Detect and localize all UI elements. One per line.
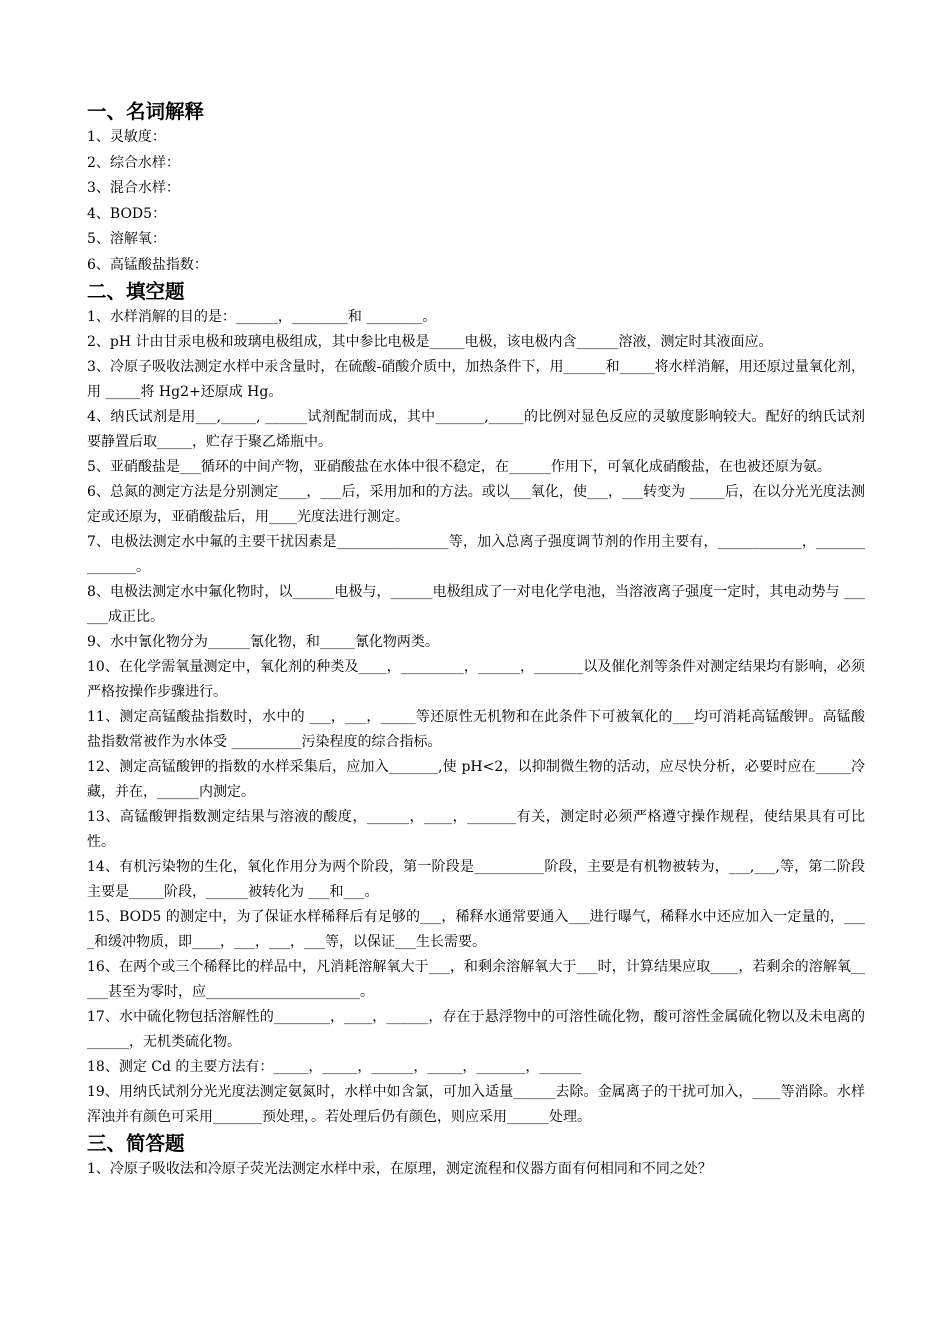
document-page	[87, 98, 865, 1182]
term-item: 4、BOD5：	[87, 205, 167, 222]
fill-question: 1、水样消解的目的是：______，________和 ________。	[87, 309, 437, 325]
term-list	[87, 125, 865, 278]
fill-question: 18、测定 Cd 的主要方法有：_____，_____，______，_____，_______，______	[87, 1059, 582, 1075]
fill-question: 9、水中氰化物分为______氰化物，和_____氰化物两类。	[87, 634, 439, 650]
section-3-title: 三、简答题	[87, 1132, 185, 1155]
fill-question: 2、pH 计由甘汞电极和玻璃电极组成，其中参比电极是_____电极，该电极内含______溶液，测定时其液面应。	[87, 334, 773, 350]
fill-question: 11、测定高锰酸盐指数时，水中的 ___，___，_____等还原性无机物和在此条件下可被氧化的___均可消耗高锰酸钾。高锰酸盐指数常被作为水体受 __________污染程度的综合指标。	[87, 709, 865, 750]
fill-question: 13、高锰酸钾指数测定结果与溶液的酸度，______，____，_______有关，测定时必须严格遵守操作规程，使结果具有可比性。	[87, 809, 865, 850]
term-item: 2、综合水样：	[87, 154, 180, 171]
term-item: 6、高锰酸盐指数：	[87, 256, 208, 273]
fill-question: 15、BOD5 的测定中，为了保证水样稀释后有足够的___，稀释水通常要通入___进行曝气，稀释水中还应加入一定量的，____和缓冲物质，即____，___，___，___等，以保证___生长需要。	[87, 909, 865, 950]
fill-question: 5、亚硝酸盐是___循环的中间产物，亚硝酸盐在水体中很不稳定，在______作用下，可氧化成硝酸盐，在也被还原为氨。	[87, 459, 831, 475]
section-2-title: 二、填空题	[87, 280, 185, 303]
term-item: 3、混合水样：	[87, 180, 180, 196]
fill-question: 10、在化学需氧量测定中，氧化剂的种类及____，_________，______，_______以及催化剂等条件对测定结果均有影响，必须严格按操作步骤进行。	[87, 659, 865, 700]
short-answer-question: 1、冷原子吸收法和冷原子荧光法测定水样中汞，在原理，测定流程和仪器方面有何相同和不同之处？	[87, 1161, 712, 1177]
fill-question: 19、用纳氏试剂分光光度法测定氨氮时，水样中如含氯，可加入适量______去除。金属离子的干扰可加入，____等消除。水样浑浊并有颜色可采用_______预处理，。若处理后仍有颜色，则应采用______处理。	[87, 1084, 865, 1125]
fill-question: 6、总氮的测定方法是分别测定____，___后，采用加和的方法。或以___氧化，使___，___转变为 _____后，在以分光光度法测定或还原为，亚硝酸盐后，用____光度法进行测定。	[87, 484, 865, 525]
section-1-title: 一、名词解释	[87, 100, 205, 123]
fill-question: 17、水中硫化物包括溶解性的________，____，______，存在于悬浮物中的可溶性硫化物，酸可溶性金属硫化物以及未电离的______，无机类硫化物。	[87, 1009, 865, 1050]
fill-question: 12、测定高锰酸钾的指数的水样采集后，应加入_______,使 pH<2，以抑制微生物的活动，应尽快分析，必要时应在_____冷藏，并在，______内测定。	[87, 759, 865, 800]
fill-question: 14、有机污染物的生化，氧化作用分为两个阶段，第一阶段是__________阶段，主要是有机物被转为，___,___,等，第二阶段主要是_____阶段，______被转化为 ___和___。	[87, 859, 865, 900]
fill-question: 4、纳氏试剂是用___,_____, ______试剂配制而成，其中_______,_____的比例对显色反应的灵敏度影响较大。配好的纳氏试剂要静置后取_____，贮存于聚乙烯瓶中。	[87, 409, 865, 450]
fill-question: 3、冷原子吸收法测定水样中汞含量时，在硫酸-硝酸介质中，加热条件下，用______和_____将水样消解，用还原过量氧化剂，用 _____将 Hg2+还原成 Hg。	[87, 359, 865, 400]
fill-question: 8、电极法测定水中氟化物时，以______电极与，______电极组成了一对电化学电池，当溶液离子强度一定时，其电动势与 ______成正比。	[87, 584, 865, 625]
term-item: 1、灵敏度：	[87, 129, 166, 145]
fill-question: 16、在两个或三个稀释比的样品中，凡消耗溶解氧大于___，和剩余溶解氧大于___时，计算结果应取____，若剩余的溶解氧_____甚至为零时，应______________________。	[87, 959, 865, 1000]
term-item: 5、溶解氧：	[87, 231, 166, 247]
fill-question: 7、电极法测定水中氟的主要干扰因素是________________等，加入总离子强度调节剂的作用主要有，____________，______________。	[87, 534, 865, 575]
